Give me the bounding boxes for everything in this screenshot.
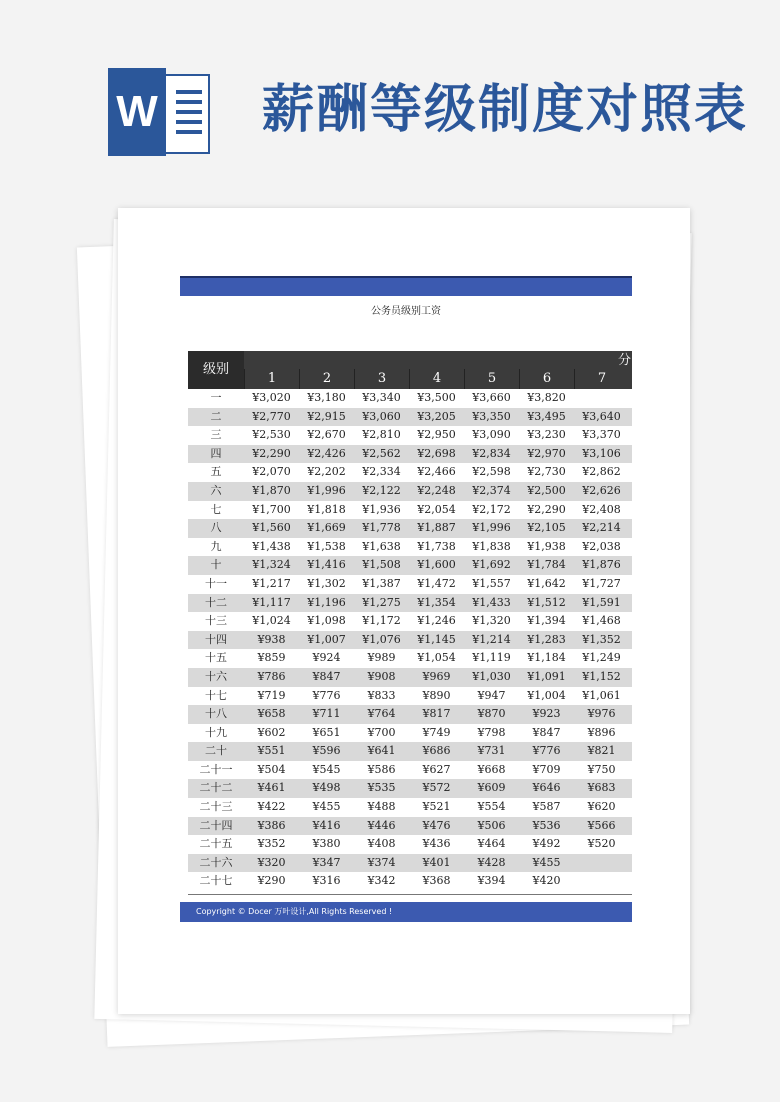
page-title: 薪酬等级制度对照表 xyxy=(262,79,749,140)
level-cell: 十二 xyxy=(205,595,227,609)
salary-cell: ¥506 xyxy=(477,818,506,832)
salary-table xyxy=(188,351,632,891)
salary-cell: ¥1,152 xyxy=(582,669,621,683)
salary-cell: ¥2,334 xyxy=(362,465,401,479)
salary-cell: ¥3,495 xyxy=(527,409,566,423)
page-header xyxy=(0,0,780,200)
salary-cell: ¥1,876 xyxy=(582,558,621,572)
salary-cell: ¥492 xyxy=(532,837,561,851)
salary-cell: ¥2,202 xyxy=(307,465,346,479)
salary-cell xyxy=(574,854,629,873)
salary-cell: ¥2,626 xyxy=(582,483,621,497)
level-cell: 十七 xyxy=(205,688,227,702)
salary-cell: ¥731 xyxy=(477,744,506,758)
grade-column-header: 5 xyxy=(464,369,519,389)
salary-cell: ¥464 xyxy=(477,837,506,851)
salary-cell xyxy=(574,872,629,891)
salary-cell: ¥786 xyxy=(257,669,286,683)
salary-cell: ¥2,970 xyxy=(527,446,566,460)
salary-cell: ¥1,061 xyxy=(582,688,621,702)
salary-cell: ¥1,004 xyxy=(527,688,566,702)
salary-cell: ¥3,660 xyxy=(472,391,511,404)
salary-cell: ¥2,670 xyxy=(307,428,346,442)
salary-cell: ¥2,562 xyxy=(362,446,401,460)
salary-cell: ¥521 xyxy=(422,800,451,814)
salary-cell: ¥658 xyxy=(257,707,286,721)
salary-cell: ¥386 xyxy=(257,818,286,832)
salary-cell: ¥859 xyxy=(257,651,286,665)
salary-cell: ¥908 xyxy=(367,669,396,683)
salary-cell: ¥290 xyxy=(257,874,286,888)
salary-cell: ¥2,214 xyxy=(582,521,621,535)
salary-cell: ¥1,784 xyxy=(527,558,566,572)
salary-cell: ¥3,230 xyxy=(527,428,566,442)
table-header xyxy=(188,351,632,389)
table-row xyxy=(188,687,632,706)
salary-cell: ¥2,070 xyxy=(252,465,291,479)
salary-cell: ¥316 xyxy=(312,874,341,888)
level-cell: 八 xyxy=(210,521,222,535)
salary-cell: ¥380 xyxy=(312,837,341,851)
salary-cell: ¥347 xyxy=(312,855,341,869)
salary-cell: ¥641 xyxy=(367,744,396,758)
salary-cell: ¥3,500 xyxy=(417,391,456,404)
salary-cell: ¥1,054 xyxy=(417,651,456,665)
table-row xyxy=(188,872,632,891)
salary-cell: ¥1,184 xyxy=(527,651,566,665)
salary-cell: ¥1,996 xyxy=(307,483,346,497)
salary-cell: ¥764 xyxy=(367,707,396,721)
salary-cell: ¥2,862 xyxy=(582,465,621,479)
salary-cell: ¥2,730 xyxy=(527,465,566,479)
table-row xyxy=(188,519,632,538)
salary-cell xyxy=(574,389,629,408)
salary-cell: ¥2,408 xyxy=(582,502,621,516)
salary-cell: ¥817 xyxy=(422,707,451,721)
salary-cell: ¥2,810 xyxy=(362,428,401,442)
salary-cell: ¥1,302 xyxy=(307,576,346,590)
salary-cell: ¥446 xyxy=(367,818,396,832)
salary-cell: ¥1,275 xyxy=(362,595,401,609)
salary-cell: ¥1,119 xyxy=(472,651,511,665)
salary-cell: ¥1,700 xyxy=(252,502,291,516)
salary-cell: ¥1,283 xyxy=(527,632,566,646)
salary-cell: ¥394 xyxy=(477,874,506,888)
salary-cell: ¥620 xyxy=(587,800,616,814)
salary-cell: ¥833 xyxy=(367,688,396,702)
salary-cell: ¥461 xyxy=(257,781,286,795)
level-cell: 一 xyxy=(210,391,222,404)
salary-cell: ¥374 xyxy=(367,855,396,869)
salary-cell: ¥2,950 xyxy=(417,428,456,442)
grade-column-header: 4 xyxy=(409,369,464,389)
salary-cell: ¥2,122 xyxy=(362,483,401,497)
grade-column-header: 7 xyxy=(574,369,629,389)
level-cell: 四 xyxy=(210,446,222,460)
salary-cell: ¥2,598 xyxy=(472,465,511,479)
salary-cell: ¥1,508 xyxy=(362,558,401,572)
salary-cell: ¥1,472 xyxy=(417,576,456,590)
level-cell: 十一 xyxy=(205,576,227,590)
salary-cell: ¥1,938 xyxy=(527,539,566,553)
level-cell: 十四 xyxy=(205,632,227,646)
salary-cell: ¥2,290 xyxy=(252,446,291,460)
table-row xyxy=(188,854,632,873)
salary-cell: ¥1,818 xyxy=(307,502,346,516)
salary-cell: ¥2,290 xyxy=(527,502,566,516)
salary-cell: ¥1,117 xyxy=(252,595,291,609)
salary-cell: ¥416 xyxy=(312,818,341,832)
salary-cell: ¥342 xyxy=(367,874,396,888)
level-column-header: 级别 xyxy=(188,351,244,389)
salary-cell: ¥1,512 xyxy=(527,595,566,609)
salary-cell: ¥1,354 xyxy=(417,595,456,609)
salary-cell: ¥2,038 xyxy=(582,539,621,553)
level-cell: 九 xyxy=(210,539,222,553)
salary-cell: ¥1,076 xyxy=(362,632,401,646)
level-cell: 十九 xyxy=(205,725,227,739)
salary-cell: ¥776 xyxy=(532,744,561,758)
level-cell: 五 xyxy=(210,465,222,479)
salary-cell: ¥1,838 xyxy=(472,539,511,553)
table-row xyxy=(188,761,632,780)
salary-cell: ¥1,214 xyxy=(472,632,511,646)
grade-column-header: 2 xyxy=(299,369,354,389)
salary-cell: ¥1,669 xyxy=(307,521,346,535)
salary-cell: ¥2,105 xyxy=(527,521,566,535)
salary-cell: ¥1,638 xyxy=(362,539,401,553)
salary-cell: ¥2,248 xyxy=(417,483,456,497)
salary-cell: ¥627 xyxy=(422,762,451,776)
grade-column-header: 3 xyxy=(354,369,409,389)
table-row xyxy=(188,575,632,594)
table-row xyxy=(188,649,632,668)
salary-cell: ¥3,820 xyxy=(527,391,566,404)
table-row xyxy=(188,445,632,464)
salary-cell: ¥428 xyxy=(477,855,506,869)
salary-cell: ¥1,091 xyxy=(527,669,566,683)
salary-cell: ¥2,770 xyxy=(252,409,291,423)
salary-cell: ¥1,249 xyxy=(582,651,621,665)
level-cell: 二十七 xyxy=(199,874,233,888)
salary-cell: ¥586 xyxy=(367,762,396,776)
salary-cell: ¥1,591 xyxy=(582,595,621,609)
salary-cell: ¥1,246 xyxy=(417,614,456,628)
level-cell: 六 xyxy=(210,483,222,497)
salary-cell: ¥1,870 xyxy=(252,483,291,497)
salary-cell: ¥609 xyxy=(477,781,506,795)
salary-cell: ¥989 xyxy=(367,651,396,665)
salary-cell: ¥1,098 xyxy=(307,614,346,628)
salary-cell: ¥1,560 xyxy=(252,521,291,535)
salary-cell: ¥2,834 xyxy=(472,446,511,460)
document-sheet xyxy=(118,208,690,1014)
document-title: 公务员级别工资 xyxy=(371,306,441,317)
salary-cell: ¥1,024 xyxy=(252,614,291,628)
salary-cell: ¥2,426 xyxy=(307,446,346,460)
salary-cell: ¥436 xyxy=(422,837,451,851)
level-cell: 二十一 xyxy=(199,762,233,776)
salary-cell: ¥3,350 xyxy=(472,409,511,423)
level-cell: 二十六 xyxy=(199,855,233,869)
salary-cell: ¥938 xyxy=(257,632,286,646)
table-row xyxy=(188,798,632,817)
salary-cell: ¥711 xyxy=(312,707,341,721)
salary-cell: ¥3,180 xyxy=(307,391,346,404)
salary-cell: ¥896 xyxy=(587,725,616,739)
table-row xyxy=(188,482,632,501)
salary-cell: ¥1,642 xyxy=(527,576,566,590)
table-row xyxy=(188,538,632,557)
salary-cell: ¥1,727 xyxy=(582,576,621,590)
salary-cell: ¥572 xyxy=(422,781,451,795)
table-row xyxy=(188,817,632,836)
salary-cell: ¥3,640 xyxy=(582,409,621,423)
table-row xyxy=(188,742,632,761)
salary-cell: ¥923 xyxy=(532,707,561,721)
salary-cell: ¥709 xyxy=(532,762,561,776)
salary-cell: ¥455 xyxy=(312,800,341,814)
salary-cell: ¥947 xyxy=(477,688,506,702)
level-cell: 十六 xyxy=(205,669,227,683)
level-cell: 二十二 xyxy=(199,781,233,795)
salary-cell: ¥498 xyxy=(312,781,341,795)
table-bottom-rule xyxy=(188,894,632,895)
level-cell: 二 xyxy=(210,409,222,423)
salary-cell: ¥1,538 xyxy=(307,539,346,553)
level-cell: 十三 xyxy=(205,614,227,628)
salary-cell: ¥1,320 xyxy=(472,614,511,628)
salary-cell: ¥847 xyxy=(532,725,561,739)
salary-cell: ¥2,915 xyxy=(307,409,346,423)
salary-cell: ¥2,698 xyxy=(417,446,456,460)
salary-cell: ¥1,778 xyxy=(362,521,401,535)
table-row xyxy=(188,835,632,854)
salary-cell: ¥1,030 xyxy=(472,669,511,683)
salary-cell: ¥1,738 xyxy=(417,539,456,553)
salary-cell: ¥1,600 xyxy=(417,558,456,572)
salary-cell: ¥3,370 xyxy=(582,428,621,442)
salary-cell: ¥408 xyxy=(367,837,396,851)
salary-cell: ¥1,996 xyxy=(472,521,511,535)
table-row xyxy=(188,594,632,613)
salary-cell: ¥1,352 xyxy=(582,632,621,646)
salary-cell: ¥749 xyxy=(422,725,451,739)
salary-cell: ¥1,557 xyxy=(472,576,511,590)
grade-column-header: 1 xyxy=(244,369,299,389)
salary-cell: ¥1,217 xyxy=(252,576,291,590)
level-cell: 二十四 xyxy=(199,818,233,832)
salary-cell: ¥1,387 xyxy=(362,576,401,590)
salary-cell: ¥3,020 xyxy=(252,391,291,404)
salary-cell: ¥488 xyxy=(367,800,396,814)
salary-cell: ¥798 xyxy=(477,725,506,739)
level-cell: 二十 xyxy=(205,744,227,758)
table-row xyxy=(188,779,632,798)
salary-cell: ¥3,340 xyxy=(362,391,401,404)
table-row xyxy=(188,612,632,631)
top-color-bar xyxy=(180,276,632,296)
salary-cell: ¥776 xyxy=(312,688,341,702)
salary-cell: ¥3,205 xyxy=(417,409,456,423)
table-row xyxy=(188,501,632,520)
salary-cell: ¥3,106 xyxy=(582,446,621,460)
salary-cell: ¥1,172 xyxy=(362,614,401,628)
salary-cell: ¥422 xyxy=(257,800,286,814)
level-cell: 三 xyxy=(210,428,222,442)
salary-cell: ¥476 xyxy=(422,818,451,832)
table-body xyxy=(188,389,632,891)
salary-cell: ¥602 xyxy=(257,725,286,739)
salary-cell: ¥924 xyxy=(312,651,341,665)
table-row xyxy=(188,556,632,575)
level-cell: 十八 xyxy=(205,707,227,721)
grade-group-header: 分 xyxy=(618,353,632,368)
salary-cell: ¥536 xyxy=(532,818,561,832)
salary-cell: ¥700 xyxy=(367,725,396,739)
grade-column-headers xyxy=(244,369,629,389)
word-logo-icon xyxy=(108,68,208,156)
salary-cell: ¥719 xyxy=(257,688,286,702)
table-row xyxy=(188,463,632,482)
salary-cell: ¥976 xyxy=(587,707,616,721)
footer-bar: Copyright © Docer 万叶设计,All Rights Reserved ! xyxy=(180,902,632,922)
salary-cell: ¥520 xyxy=(587,837,616,851)
salary-cell: ¥535 xyxy=(367,781,396,795)
salary-cell: ¥455 xyxy=(532,855,561,869)
salary-cell: ¥420 xyxy=(532,874,561,888)
salary-cell: ¥2,500 xyxy=(527,483,566,497)
salary-cell: ¥1,438 xyxy=(252,539,291,553)
salary-cell: ¥651 xyxy=(312,725,341,739)
salary-cell: ¥870 xyxy=(477,707,506,721)
salary-cell: ¥847 xyxy=(312,669,341,683)
level-cell: 十五 xyxy=(205,651,227,665)
salary-cell: ¥554 xyxy=(477,800,506,814)
salary-cell: ¥566 xyxy=(587,818,616,832)
salary-cell: ¥320 xyxy=(257,855,286,869)
salary-cell: ¥1,196 xyxy=(307,595,346,609)
level-cell: 二十五 xyxy=(199,837,233,851)
salary-cell: ¥551 xyxy=(257,744,286,758)
salary-cell: ¥668 xyxy=(477,762,506,776)
table-row xyxy=(188,426,632,445)
table-row xyxy=(188,631,632,650)
salary-cell: ¥821 xyxy=(587,744,616,758)
salary-cell: ¥1,936 xyxy=(362,502,401,516)
salary-cell: ¥587 xyxy=(532,800,561,814)
salary-cell: ¥3,090 xyxy=(472,428,511,442)
salary-cell: ¥750 xyxy=(587,762,616,776)
salary-cell: ¥1,433 xyxy=(472,595,511,609)
salary-cell: ¥504 xyxy=(257,762,286,776)
salary-cell: ¥1,416 xyxy=(307,558,346,572)
table-row xyxy=(188,724,632,743)
salary-cell: ¥683 xyxy=(587,781,616,795)
level-cell: 十 xyxy=(210,558,222,572)
table-row xyxy=(188,705,632,724)
level-cell: 七 xyxy=(210,502,222,516)
grade-column-header: 6 xyxy=(519,369,574,389)
salary-cell: ¥352 xyxy=(257,837,286,851)
salary-cell: ¥2,530 xyxy=(252,428,291,442)
salary-cell: ¥545 xyxy=(312,762,341,776)
salary-cell: ¥890 xyxy=(422,688,451,702)
table-row xyxy=(188,389,632,408)
table-row xyxy=(188,408,632,427)
salary-cell: ¥2,054 xyxy=(417,502,456,516)
salary-cell: ¥686 xyxy=(422,744,451,758)
salary-cell: ¥1,468 xyxy=(582,614,621,628)
table-row xyxy=(188,668,632,687)
logo-letter: W xyxy=(108,68,166,156)
salary-cell: ¥1,394 xyxy=(527,614,566,628)
salary-cell: ¥2,374 xyxy=(472,483,511,497)
salary-cell: ¥1,324 xyxy=(252,558,291,572)
salary-cell: ¥2,466 xyxy=(417,465,456,479)
salary-cell: ¥596 xyxy=(312,744,341,758)
salary-cell: ¥401 xyxy=(422,855,451,869)
salary-cell: ¥368 xyxy=(422,874,451,888)
salary-cell: ¥2,172 xyxy=(472,502,511,516)
salary-cell: ¥1,887 xyxy=(417,521,456,535)
level-cell: 二十三 xyxy=(199,800,233,814)
salary-cell: ¥3,060 xyxy=(362,409,401,423)
salary-cell: ¥1,692 xyxy=(472,558,511,572)
salary-cell: ¥1,007 xyxy=(307,632,346,646)
salary-cell: ¥969 xyxy=(422,669,451,683)
salary-cell: ¥646 xyxy=(532,781,561,795)
salary-cell: ¥1,145 xyxy=(417,632,456,646)
